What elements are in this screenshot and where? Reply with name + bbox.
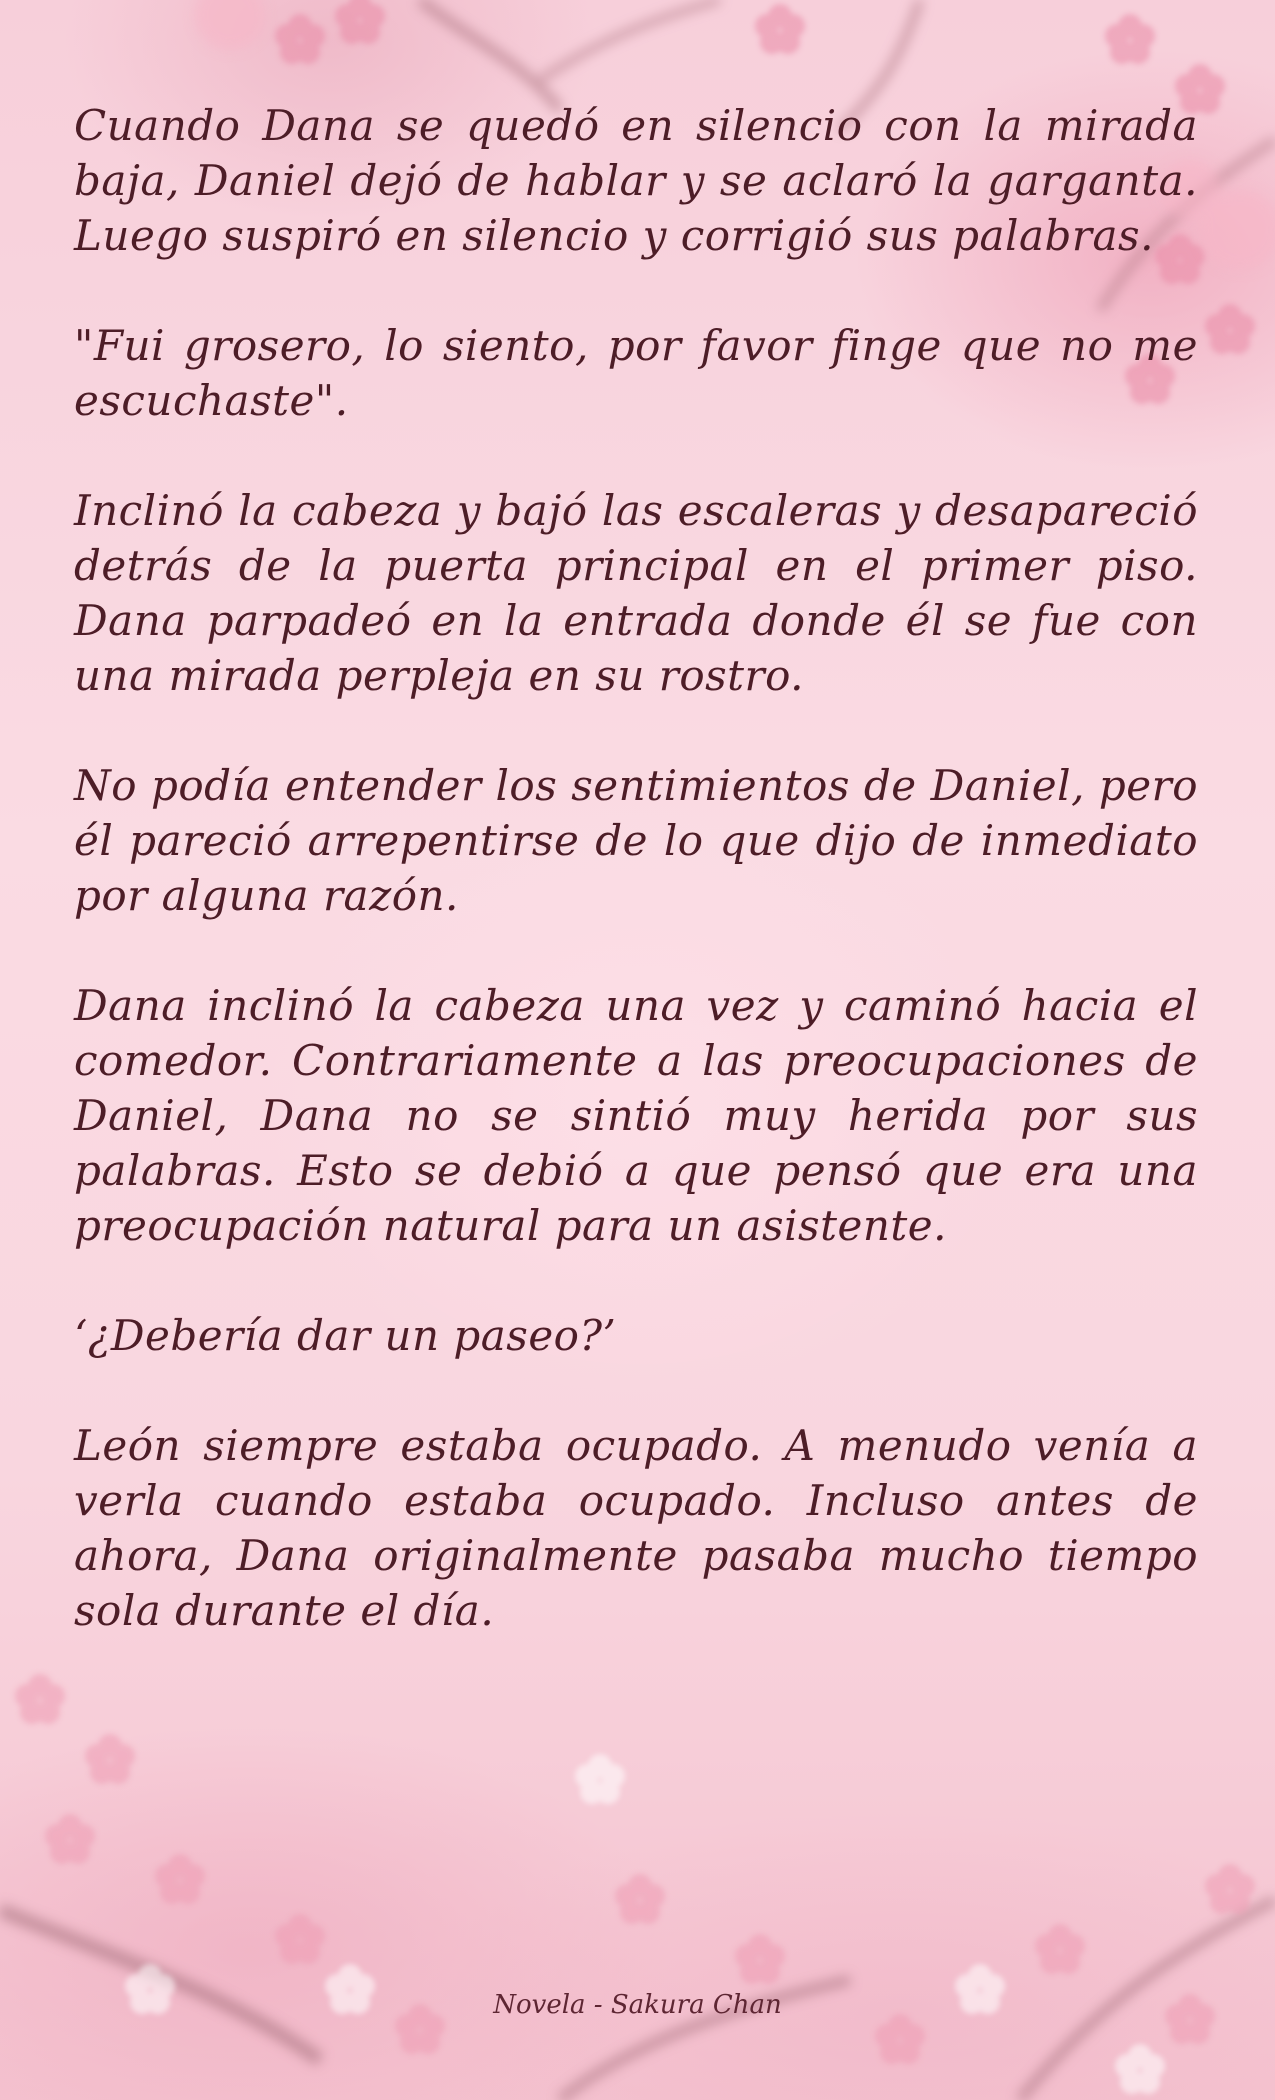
paragraph-4: No podía entender los sentimientos de Daniel, pero él pareció arrepentirse de lo que dijo de inmediato por alguna razón. <box>74 761 1198 920</box>
paragraph-2: "Fui grosero, lo siento, por favor finge que no me escuchaste". <box>74 321 1198 425</box>
paragraph-5: Dana inclinó la cabeza una vez y caminó hacia el comedor. Contrariamente a las preocupaciones de Daniel, Dana no se sintió muy herida por sus palabras. Esto se debió a que pensó que era una preocupación natural para un asistente. <box>74 981 1198 1250</box>
paragraph-6: ‘¿Debería dar un paseo?’ <box>74 1311 617 1360</box>
story-text <box>74 98 1198 1693</box>
paragraph-3: Inclinó la cabeza y bajó las escaleras y desapareció detrás de la puerta principal en el primer piso. Dana parpadeó en la entrada donde él se fue con una mirada perpleja en su rostro. <box>74 486 1198 700</box>
footer-credit: Novela - Sakura Chan <box>493 1990 782 2020</box>
paragraph-7: León siempre estaba ocupado. A menudo venía a verla cuando estaba ocupado. Incluso antes de ahora, Dana originalmente pasaba mucho tiempo sola durante el día. <box>74 1421 1198 1635</box>
paragraph-1: Cuando Dana se quedó en silencio con la mirada baja, Daniel dejó de hablar y se aclaró la garganta. Luego suspiró en silencio y corrigió sus palabras. <box>74 101 1198 260</box>
